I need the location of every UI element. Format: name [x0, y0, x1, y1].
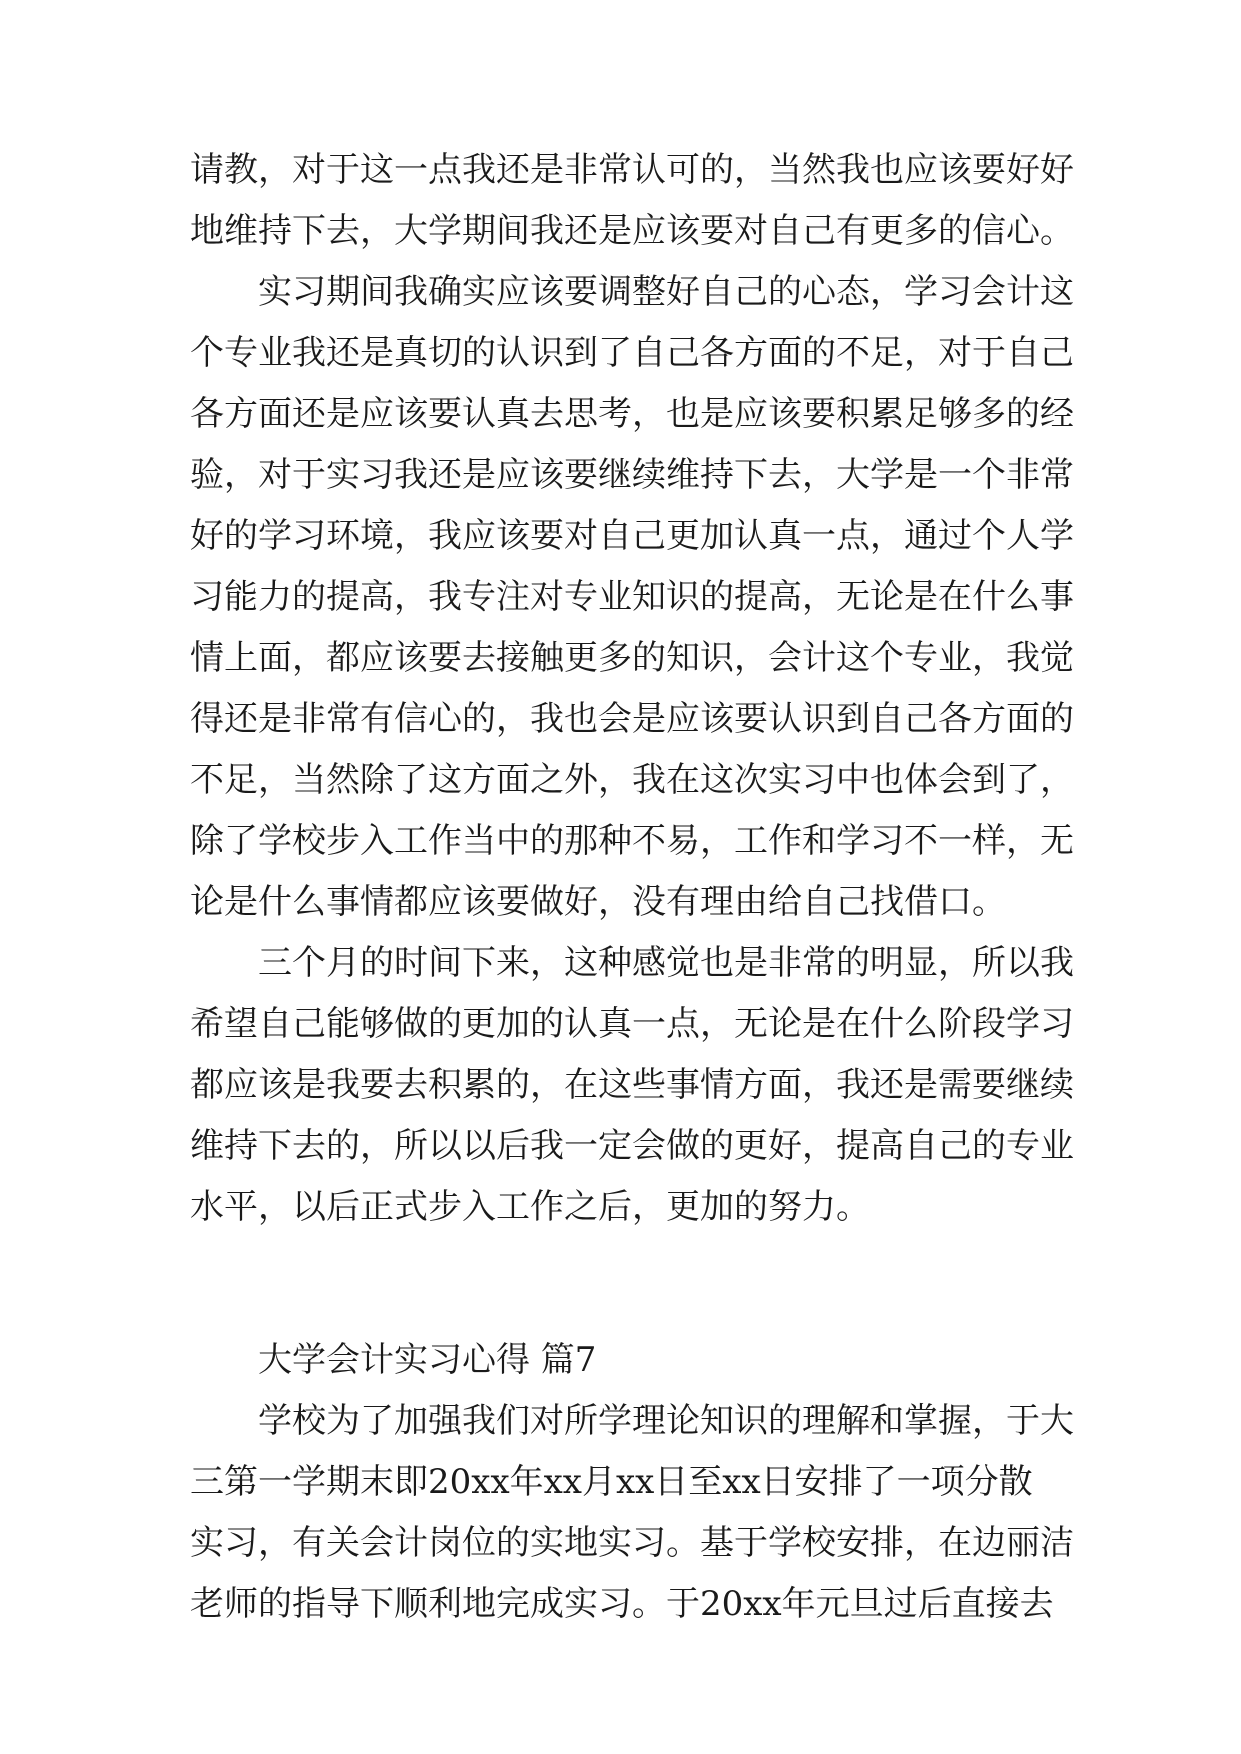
text-line: 老师的指导下顺利地完成实习。于20xx年元旦过后直接去: [190, 1584, 1054, 1624]
text-line: 除了学校步入工作当中的那种不易，工作和学习不一样，无: [190, 821, 1074, 861]
text-line: 好的学习环境，我应该要对自己更加认真一点，通过个人学: [190, 516, 1074, 556]
text-line: 得还是非常有信心的，我也会是应该要认识到自己各方面的: [190, 699, 1074, 739]
paragraph-4: [190, 1391, 1074, 1635]
text-line: 习能力的提高，我专注对专业知识的提高，无论是在什么事: [190, 577, 1074, 617]
text-line: 都应该是我要去积累的，在这些事情方面，我还是需要继续: [190, 1065, 1074, 1105]
text-line: 水平，以后正式步入工作之后，更加的努力。: [190, 1187, 870, 1227]
text-line: 各方面还是应该要认真去思考，也是应该要积累足够多的经: [190, 394, 1074, 434]
text-line: 不足，当然除了这方面之外，我在这次实习中也体会到了，: [190, 760, 1074, 800]
text-line: 实习期间我确实应该要调整好自己的心态，学习会计这: [258, 272, 1074, 312]
text-line: 地维持下去，大学期间我还是应该要对自己有更多的信心。: [190, 211, 1074, 251]
text-line: 个专业我还是真切的认识到了自己各方面的不足，对于自己: [190, 333, 1074, 373]
document-body: [190, 140, 1074, 1635]
text-line: 请教，对于这一点我还是非常认可的，当然我也应该要好好: [190, 150, 1074, 190]
text-line: 情上面，都应该要去接触更多的知识，会计这个专业，我觉: [190, 638, 1074, 678]
text-line: 三第一学期末即20xx年xx月xx日至xx日安排了一项分散: [190, 1462, 1033, 1502]
text-line: 三个月的时间下来，这种感觉也是非常的明显，所以我: [258, 943, 1074, 983]
paragraph-2: [190, 262, 1074, 933]
text-line: 维持下去的，所以以后我一定会做的更好，提高自己的专业: [190, 1126, 1074, 1166]
text-line: 希望自己能够做的更加的认真一点，无论是在什么阶段学习: [190, 1004, 1074, 1044]
section-heading: 大学会计实习心得 篇7: [258, 1340, 597, 1380]
paragraph-1: [190, 140, 1074, 262]
paragraph-3: [190, 933, 1074, 1238]
section-spacer: [190, 1238, 1070, 1330]
text-line: 验，对于实习我还是应该要继续维持下去，大学是一个非常: [190, 455, 1074, 495]
text-line: 论是什么事情都应该要做好，没有理由给自己找借口。: [190, 882, 1006, 922]
text-line: 学校为了加强我们对所学理论知识的理解和掌握，于大: [258, 1401, 1074, 1441]
text-line: 实习，有关会计岗位的实地实习。基于学校安排，在边丽洁: [190, 1523, 1074, 1563]
